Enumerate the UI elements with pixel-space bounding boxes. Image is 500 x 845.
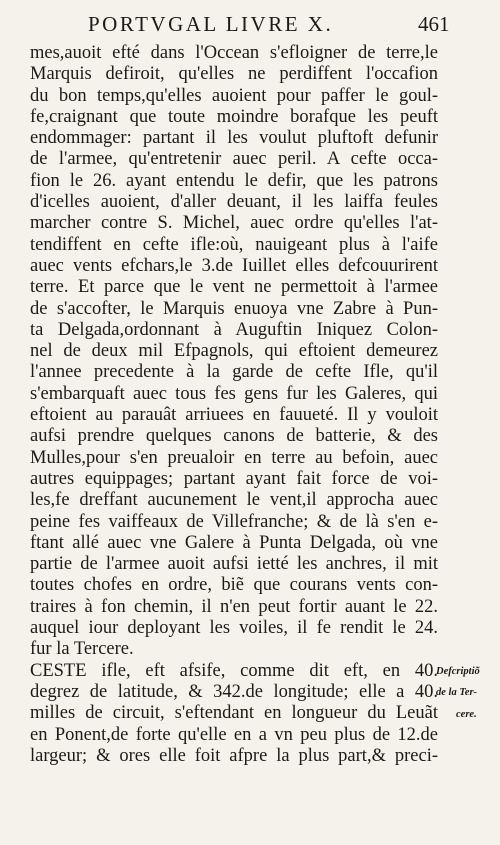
text-line: de l'armee, qu'entretenir auec peril. A cefte occa-: [30, 149, 438, 170]
running-title: PORTVGAL LIVRE X.: [88, 12, 334, 36]
text-line: fur la Tercere.: [30, 639, 134, 660]
text-line: endommager: partant il les voulut pluftoft defunir: [30, 128, 438, 149]
margin-note: [436, 661, 500, 725]
text-line: largeur; & ores elle foit afpre la plus part,& preci-: [30, 745, 438, 766]
margin-note-line: cere.: [456, 708, 477, 720]
text-line: les,fe dreffant aucunement le vent,il approcha auec: [30, 490, 438, 511]
text-line: d'icelles auoient, d'aller deuant, il les laiffa feules: [30, 192, 438, 213]
text-line: marcher contre S. Michel, auec ordre qu'elles l'at-: [30, 213, 438, 234]
text-line: Mulles,pour s'en preualoir en terre au befoin, auec: [30, 447, 438, 468]
page-number: 461: [418, 12, 450, 36]
text-line: auec vents efchars,le 3.de Iuillet elles defcouurirent: [30, 255, 438, 276]
text-line: fion le 26. ayant entendu le defir, que les patrons: [30, 170, 438, 191]
text-line: fe,craignant que toute moindre borafque les peuft: [30, 106, 438, 127]
text-line: Marquis defiroit, qu'elles ne perdiffent l'occafion: [30, 64, 438, 85]
text-line: degrez de latitude, & 342.de longitude; elle a 40.: [30, 681, 438, 702]
text-line: tendiffent en cefte ifle:où, nauigeant plus à l'aife: [30, 234, 438, 255]
text-line: nel de deux mil Efpagnols, qui eftoient demeurez: [30, 341, 438, 362]
text-line: peine fes vaiffeaux de Villefranche; & de là s'en e-: [30, 511, 438, 532]
text-line: partie de l'armee auoit aufsi ietté les anchres, il mit: [30, 554, 438, 575]
body-text: [30, 43, 438, 767]
text-line: milles de circuit, s'eftendant en longueur du Leuãt: [30, 703, 438, 724]
text-line: mes,auoit efté dans l'Occean s'efloigner de terre,le: [30, 43, 438, 63]
text-line: ftant allé auec vne Galere à Punta Delgada, où vne: [30, 532, 438, 553]
text-line: l'annee precedente à la garde de cefte Ifle, qu'il: [30, 362, 438, 383]
text-line: ta Delgada,ordonnant à Auguftin Iniquez Colon-: [30, 319, 438, 340]
text-line: du bon temps,qu'elles auoient pour paffer le goul-: [30, 85, 438, 106]
text-line: autres equippages; partant ayant fait force de voi-: [30, 468, 438, 489]
text-line: terre. Et parce que le vent ne permettoit à l'armee: [30, 277, 438, 298]
text-line: aufsi prendre quelques canons de batterie, & des: [30, 426, 438, 447]
margin-note-line: de la Ter-: [436, 687, 478, 699]
text-line: toutes chofes en ordre, biẽ que courans vents con-: [30, 575, 438, 596]
text-line: auquel iour deployant les voiles, il fe rendit le 24.: [30, 618, 438, 639]
text-line: CESTE ifle, eft afsife, comme dit eft, en 40.: [30, 660, 438, 681]
text-line: eftoient au parauât arriuees en fauueté. Il y vouloit: [30, 405, 438, 426]
text-line: en Ponent,de forte qu'elle en a vn peu plus de 12.de: [30, 724, 438, 745]
running-header: [88, 12, 468, 37]
text-line: traires à fon chemin, il n'en peut fortir auant le 22.: [30, 596, 438, 617]
text-line: de s'accofter, le Marquis enuoya vne Zabre à Pun-: [30, 298, 438, 319]
text-line: s'embarquaft auec tous fes gens fur les Galeres, qui: [30, 383, 438, 404]
margin-note-line: Defcriptiõ: [436, 666, 480, 677]
